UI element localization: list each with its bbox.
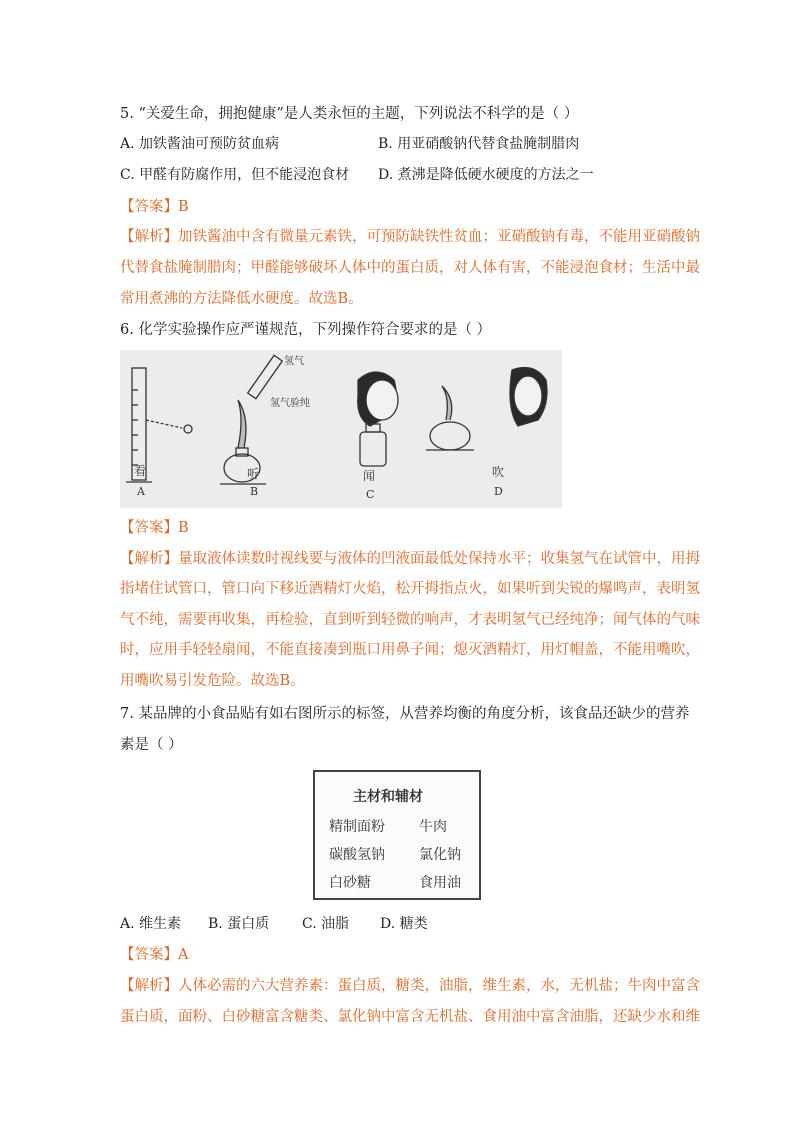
answer-value: A [178,947,189,963]
q5-stem: 5. “关爱生命，拥抱健康”是人类永恒的主题，下列说法不科学的是（ ） [120,106,579,122]
food-label [313,770,481,900]
q7-stem-line-1: 7. 某品牌的小食品贴有如右图所示的标签，从营养均衡的角度分析，该食品还缺少的营养 [120,706,690,722]
q6-analysis-line-1: 【解析】量取液体读数时视线要与液体的凹液面最低处保持水平；收集氢气在试管中，用拇 [120,551,700,567]
food-label-item: 食用油 [419,875,461,891]
food-label-title: 主材和辅材 [353,789,423,805]
q5-analysis-line-3: 常用煮沸的方法降低水硬度。故选B。 [120,291,363,307]
q7-analysis-line-1: 【解析】人体必需的六大营养素：蛋白质，糖类，油脂，维生素，水，无机盐；牛肉中富含 [120,978,700,994]
q6-analysis-line-2: 指堵住试管口，管口向下移近酒精灯火焰，松开拇指点火，如果听到尖锐的爆鸣声，表明氢 [120,581,700,597]
caption-a: 看 [134,464,147,478]
q5-analysis-line-1: 【解析】加铁酱油中含有微量元素铁，可预防缺铁性贫血；亚硝酸钠有毒，不能用亚硝酸钠 [120,229,700,245]
analysis-tag: 【解析】 [120,229,178,245]
alcohol-lamp-hydrogen-icon [220,355,282,484]
answer-tag: 【答案】 [120,947,178,963]
person-smelling-icon [358,372,398,466]
q7-stem-line-2: 素是（ ） [120,737,183,753]
hydrogen-test-text: 氢气验纯 [270,398,310,409]
caption-b: 听 [247,467,260,481]
food-label-item: 氯化钠 [419,847,461,863]
q6-analysis-line-5: 用嘴吹易引发危险。故选B。 [120,673,305,689]
q5-option-a: A. 加铁酱油可预防贫血病 [120,136,280,152]
person-blowing-icon [426,368,547,450]
q5-answer [120,196,189,218]
q7-analysis-line-2: 蛋白质，面粉、白砂糖富含糖类、氯化钠中富含无机盐、食用油中富含油脂，还缺少水和维 [120,1009,700,1025]
q6-analysis-line-3: 气不纯，需要再收集，再检验，直到听到轻微的响声，才表明氢气已经纯净；闻气体的气味 [120,612,700,628]
food-label-item: 精制面粉 [329,819,385,835]
q7-option-b: B. 蛋白质 [208,916,270,932]
answer-tag: 【答案】 [120,520,178,536]
food-label-item: 白砂糖 [329,875,371,891]
lab-operations-drawing [120,350,562,508]
q5-option-d: D. 煮沸是降低硬水硬度的方法之一 [378,167,594,183]
q7-answer [120,944,188,966]
hydrogen-text: 氢气 [284,356,304,367]
q7-option-c: C. 油脂 [302,916,350,932]
q7-option-a: A. 维生素 [120,916,182,932]
analysis-tag: 【解析】 [120,551,178,567]
food-label-item: 碳酸氢钠 [329,847,385,863]
q5-option-c: C. 甲醛有防腐作用，但不能浸泡食材 [120,167,350,183]
q5-analysis-line-2: 代替食盐腌制腊肉；甲醛能够破坏人体中的蛋白质，对人体有害，不能浸泡食材；生活中最 [120,260,700,276]
answer-value: B [178,520,189,536]
lab-operations-figure [120,350,562,508]
q7-option-d: D. 糖类 [380,916,428,932]
food-label-item: 牛肉 [419,819,447,835]
analysis-tag: 【解析】 [120,978,178,994]
label-b: B [250,485,259,498]
caption-c: 闻 [363,469,376,483]
label-c: C [366,488,375,501]
answer-tag: 【答案】 [120,199,178,215]
label-a: A [137,485,145,498]
q6-stem: 6. 化学实验操作应严谨规范，下列操作符合要求的是（ ） [120,322,492,338]
q6-answer [120,517,189,539]
q6-analysis-line-4: 时，应用手轻轻扇闻，不能直接凑到瓶口用鼻子闻；熄灭酒精灯，用灯帽盖，不能用嘴吹， [120,642,700,658]
answer-value: B [178,199,189,215]
label-d: D [494,485,503,498]
caption-d: 吹 [492,465,505,479]
q5-option-b: B. 用亚硝酸钠代替食盐腌制腊肉 [378,136,580,152]
